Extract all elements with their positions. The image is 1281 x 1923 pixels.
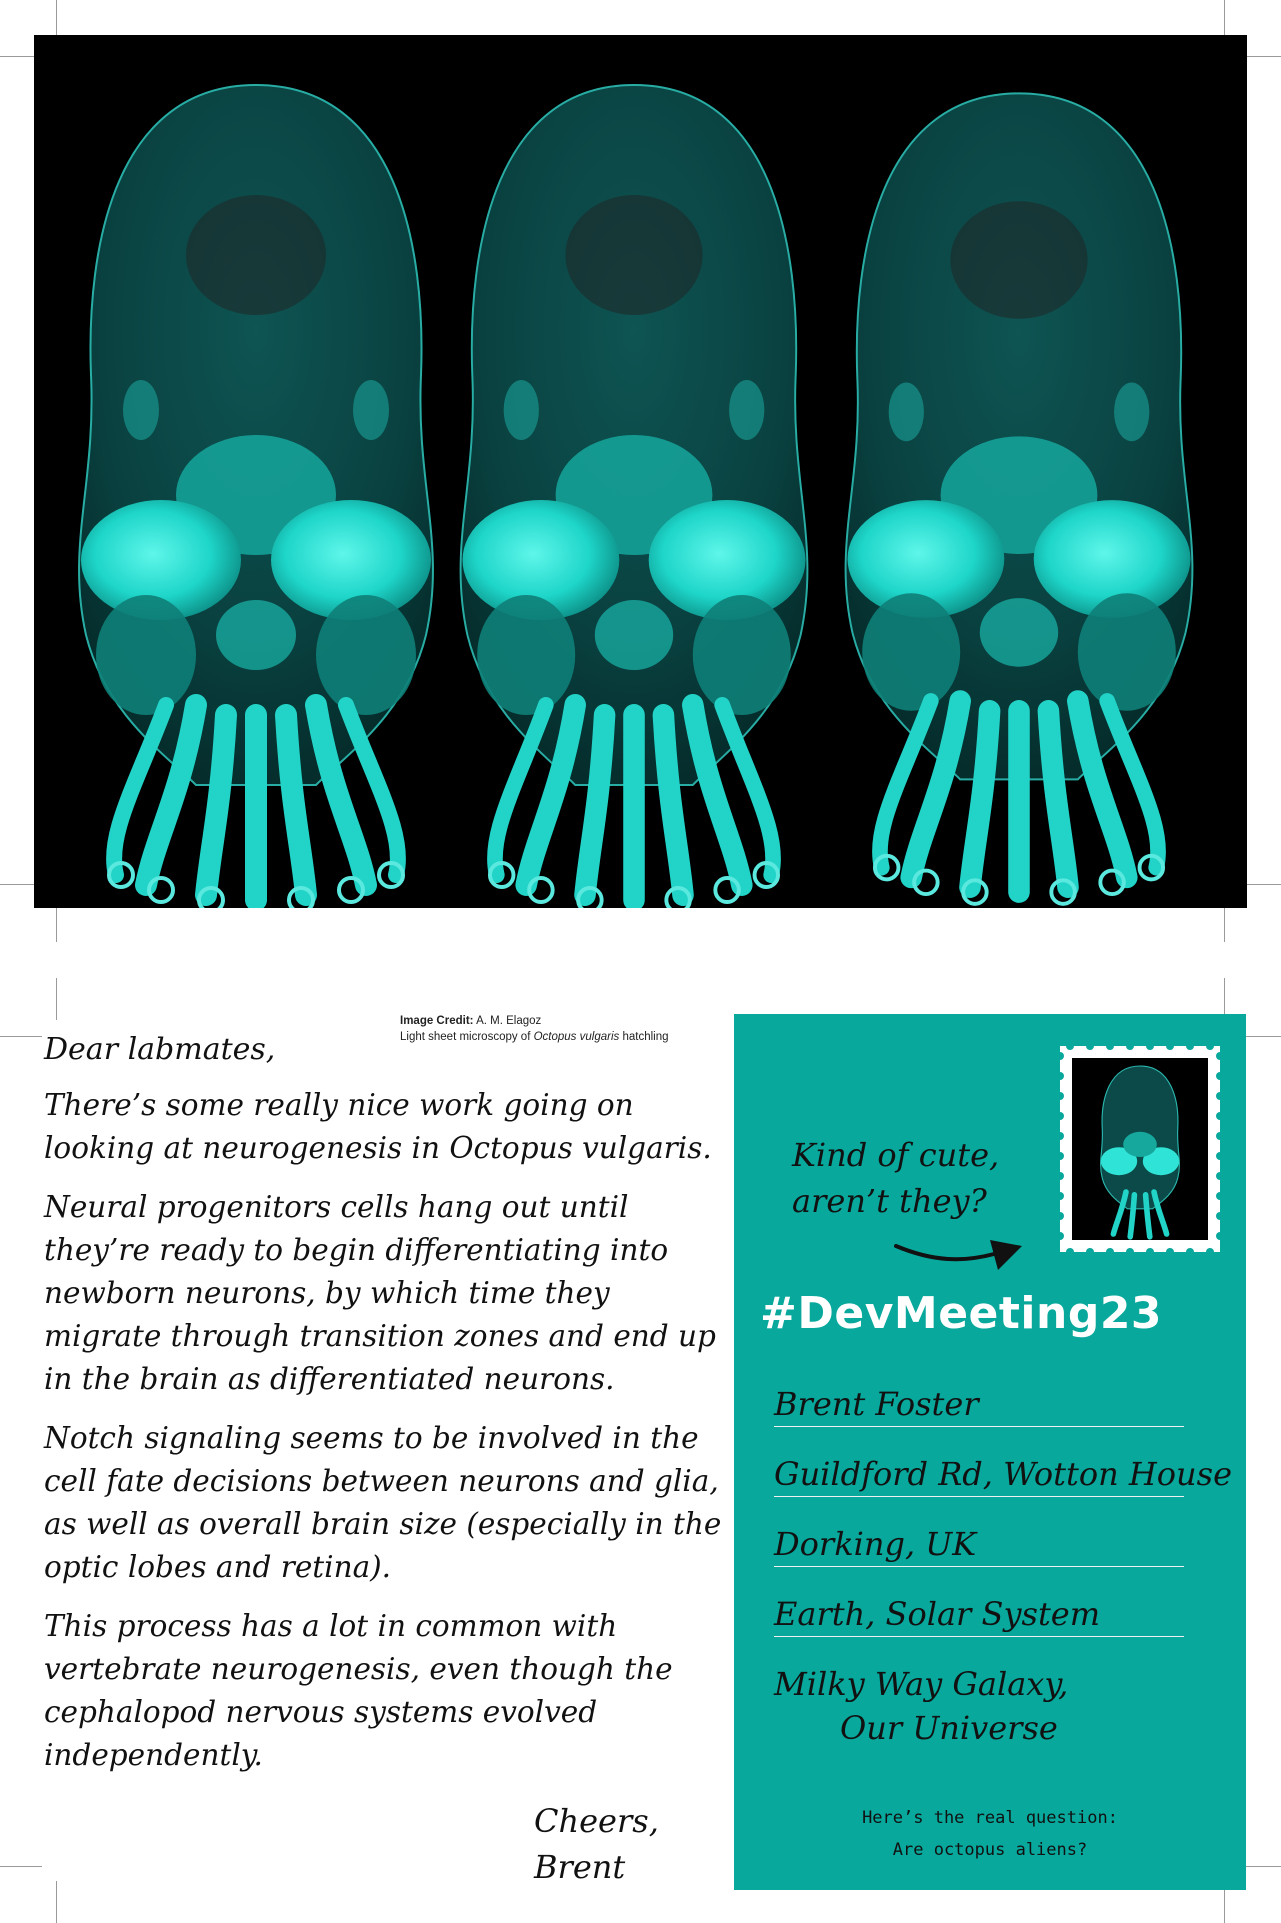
credit-label: Image Credit: [400,1015,474,1027]
signoff-name: Brent [534,1848,626,1886]
address-line: Guildford Rd, Wotton House [774,1452,1184,1497]
address-line: Brent Foster [774,1382,1184,1427]
letter-paragraph: Neural progenitors cells hang out until they’re ready to begin differentiating into newborn neurons, by which time they migrate through transition zones and end up in the brain as differentiated neurons. [44,1190,716,1396]
question-line: Are octopus aliens? [892,1840,1088,1860]
address-panel [734,1014,1246,1890]
address-last [774,1662,1068,1750]
letter-paragraph: This process has a lot in common with vertebrate neurogenesis, even though the cephalopod nervous systems evolved independently. [44,1609,673,1772]
letter-body [44,1030,734,1793]
aside-line: Kind of cute, [792,1136,1000,1174]
hashtag-title: #DevMeeting23 [760,1288,1163,1339]
address-line: Dorking, UK [774,1522,1184,1567]
crop-mark [56,1881,57,1923]
crop-mark [0,1866,42,1867]
curved-arrow-icon [894,1228,1024,1278]
octopus-hatchling-photo [34,35,1247,908]
octopus-stamp-image [1060,1046,1220,1252]
letter-paragraph: There’s some really nice work going on looking at neurogenesis in Octopus vulgaris. [44,1088,712,1165]
credit-author: A. M. Elagoz [476,1015,542,1027]
address-last-line: Milky Way Galaxy, [774,1665,1069,1703]
address-line: Earth, Solar System [774,1592,1184,1637]
aside-line: aren’t they? [792,1182,987,1220]
crop-mark [0,1036,42,1037]
credit-caption-species: Octopus vulgaris [533,1031,620,1043]
aside-note [792,1132,999,1224]
letter-greeting: Dear labmates, [44,1032,276,1067]
credit-caption-prefix: Light sheet microscopy of [400,1031,531,1043]
address-last-line: Our Universe [840,1709,1058,1747]
credit-caption-suffix: hatchling [622,1031,669,1043]
question-line: Here’s the real question: [862,1808,1118,1828]
letter-paragraph: Notch signaling seems to be involved in the cell fate decisions between neurons and glia, as well as overall brain size (especially in the optic lobes and retina). [44,1421,722,1584]
signoff-cheers: Cheers, [534,1802,659,1840]
crop-mark [56,978,57,1020]
letter-signoff [534,1798,659,1890]
